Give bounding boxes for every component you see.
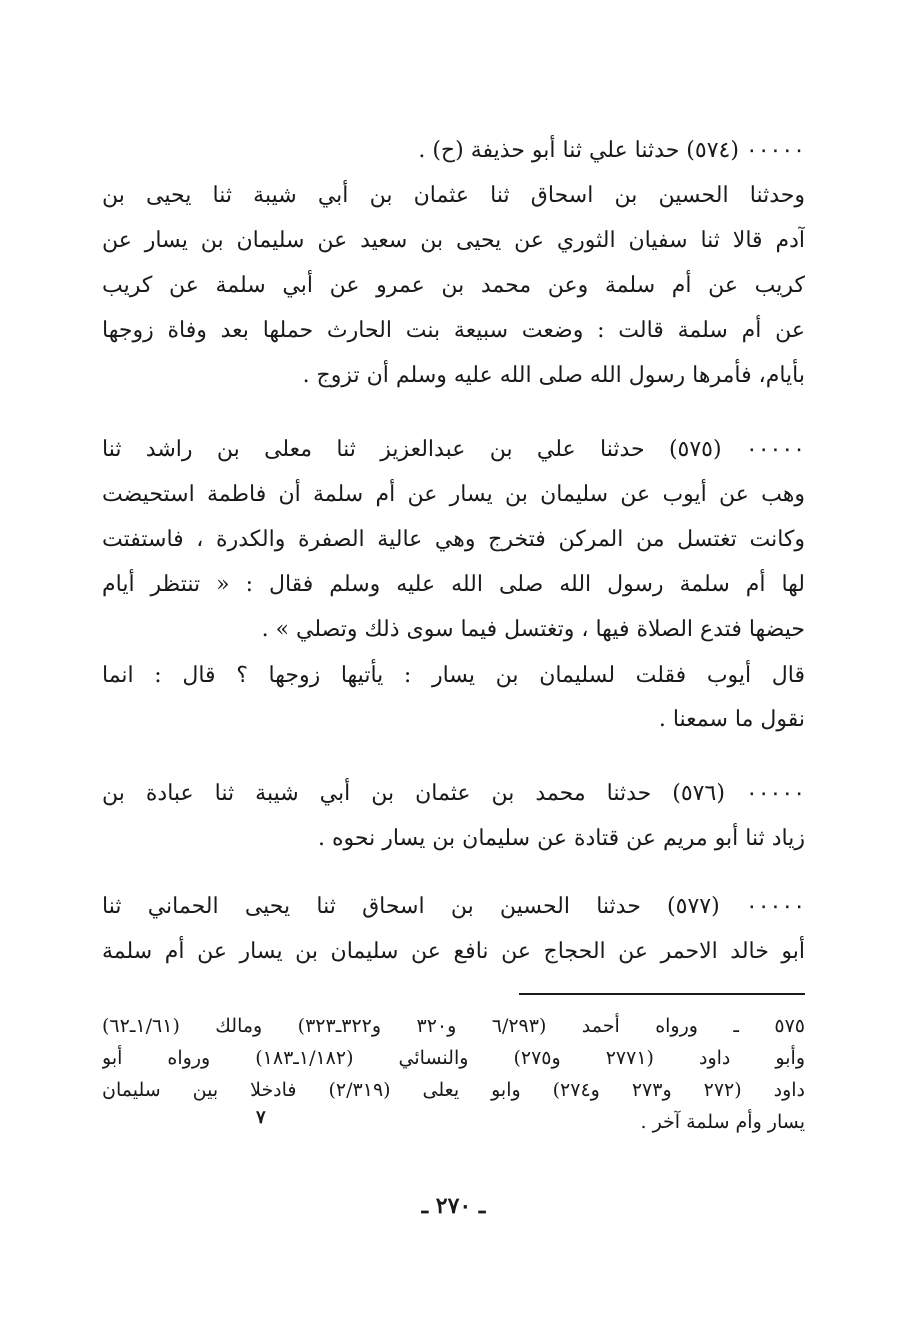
footnote-line-3: داود (٢٧٢ و٢٧٣ و٢٧٤) وابو يعلى (٢/٣١٩) فادخلا بين سليمان <box>102 1079 805 1101</box>
footnote-line-2: وأبو داود (٢٧٧١ و٢٧٥) والنسائي (١/١٨٢ـ١٨٣) ورواه أبو <box>102 1047 805 1069</box>
footnote-line-4: يسار وأم سلمة آخر . <box>640 1111 805 1133</box>
hadith-574-chain-line-1: وحدثنا الحسين بن اسحاق ثنا عثمان بن أبي شيبة ثنا يحيى بن <box>102 183 805 208</box>
hadith-575-line-3: وكانت تغتسل من المركن فتخرج وهي عالية الصفرة والكدرة ، فاستفتت <box>102 527 805 552</box>
hadith-574-chain-line-4: عن أم سلمة قالت : وضعت سبيعة بنت الحارث حملها بعد وفاة زوجها <box>102 318 805 343</box>
hadith-574-chain-line-5: بأيام، فأمرها رسول الله صلى الله عليه وسلم أن تزوج . <box>302 363 805 388</box>
hadith-574-chain-line-2: آدم قالا ثنا سفيان الثوري عن يحيى بن سعيد عن سليمان بن يسار عن <box>102 228 805 253</box>
hadith-577-line-2: أبو خالد الاحمر عن الحجاج عن نافع عن سليمان بن يسار عن أم سلمة <box>102 939 805 964</box>
hadith-577-line-1: ٠٠٠٠٠ (٥٧٧) حدثنا الحسين بن اسحاق ثنا يحيى الحماني ثنا <box>102 894 805 919</box>
hadith-574-chain-line-3: كريب عن أم سلمة وعن محمد بن عمرو عن أبي سلمة عن كريب <box>102 273 805 298</box>
hadith-575-line-2: وهب عن أيوب عن سليمان بن يسار عن أم سلمة أن فاطمة استحيضت <box>102 482 805 507</box>
hadith-576-line-1: ٠٠٠٠٠ (٥٧٦) حدثنا محمد بن عثمان بن أبي شيبة ثنا عبادة بن <box>102 781 805 806</box>
ayyub-note-line-2: نقول ما سمعنا . <box>658 707 805 732</box>
hadith-576-line-2: زياد ثنا أبو مريم عن قتادة عن سليمان بن يسار نحوه . <box>318 826 805 851</box>
footnote-line-1: ٥٧٥ ـ ورواه أحمد (٦/٢٩٣ و٣٢٠ و٣٢٢ـ٣٢٣) ومالك (١/٦١ـ٦٢) <box>102 1015 805 1037</box>
ayyub-note-line-1: قال أيوب فقلت لسليمان بن يسار : يأتيها زوجها ؟ قال : انما <box>102 663 805 688</box>
page-number: ـ ٢٧٠ ـ <box>421 1193 486 1219</box>
hadith-575-line-1: ٠٠٠٠٠ (٥٧٥) حدثنا علي بن عبدالعزيز ثنا معلى بن راشد ثنا <box>102 437 805 462</box>
hadith-575-line-5: حيضها فتدع الصلاة فيها ، وتغتسل فيما سوى ذلك وتصلي » . <box>261 617 805 642</box>
footnote-separator <box>519 993 805 995</box>
hadith-575-line-4: لها أم سلمة رسول الله صلى الله عليه وسلم فقال : « تنتظر أيام <box>102 572 805 597</box>
hadith-574-line-1: ٠٠٠٠٠ (٥٧٤) حدثنا علي ثنا أبو حذيفة (ح) . <box>418 138 805 163</box>
footnote-mark: ٧ <box>256 1107 266 1128</box>
